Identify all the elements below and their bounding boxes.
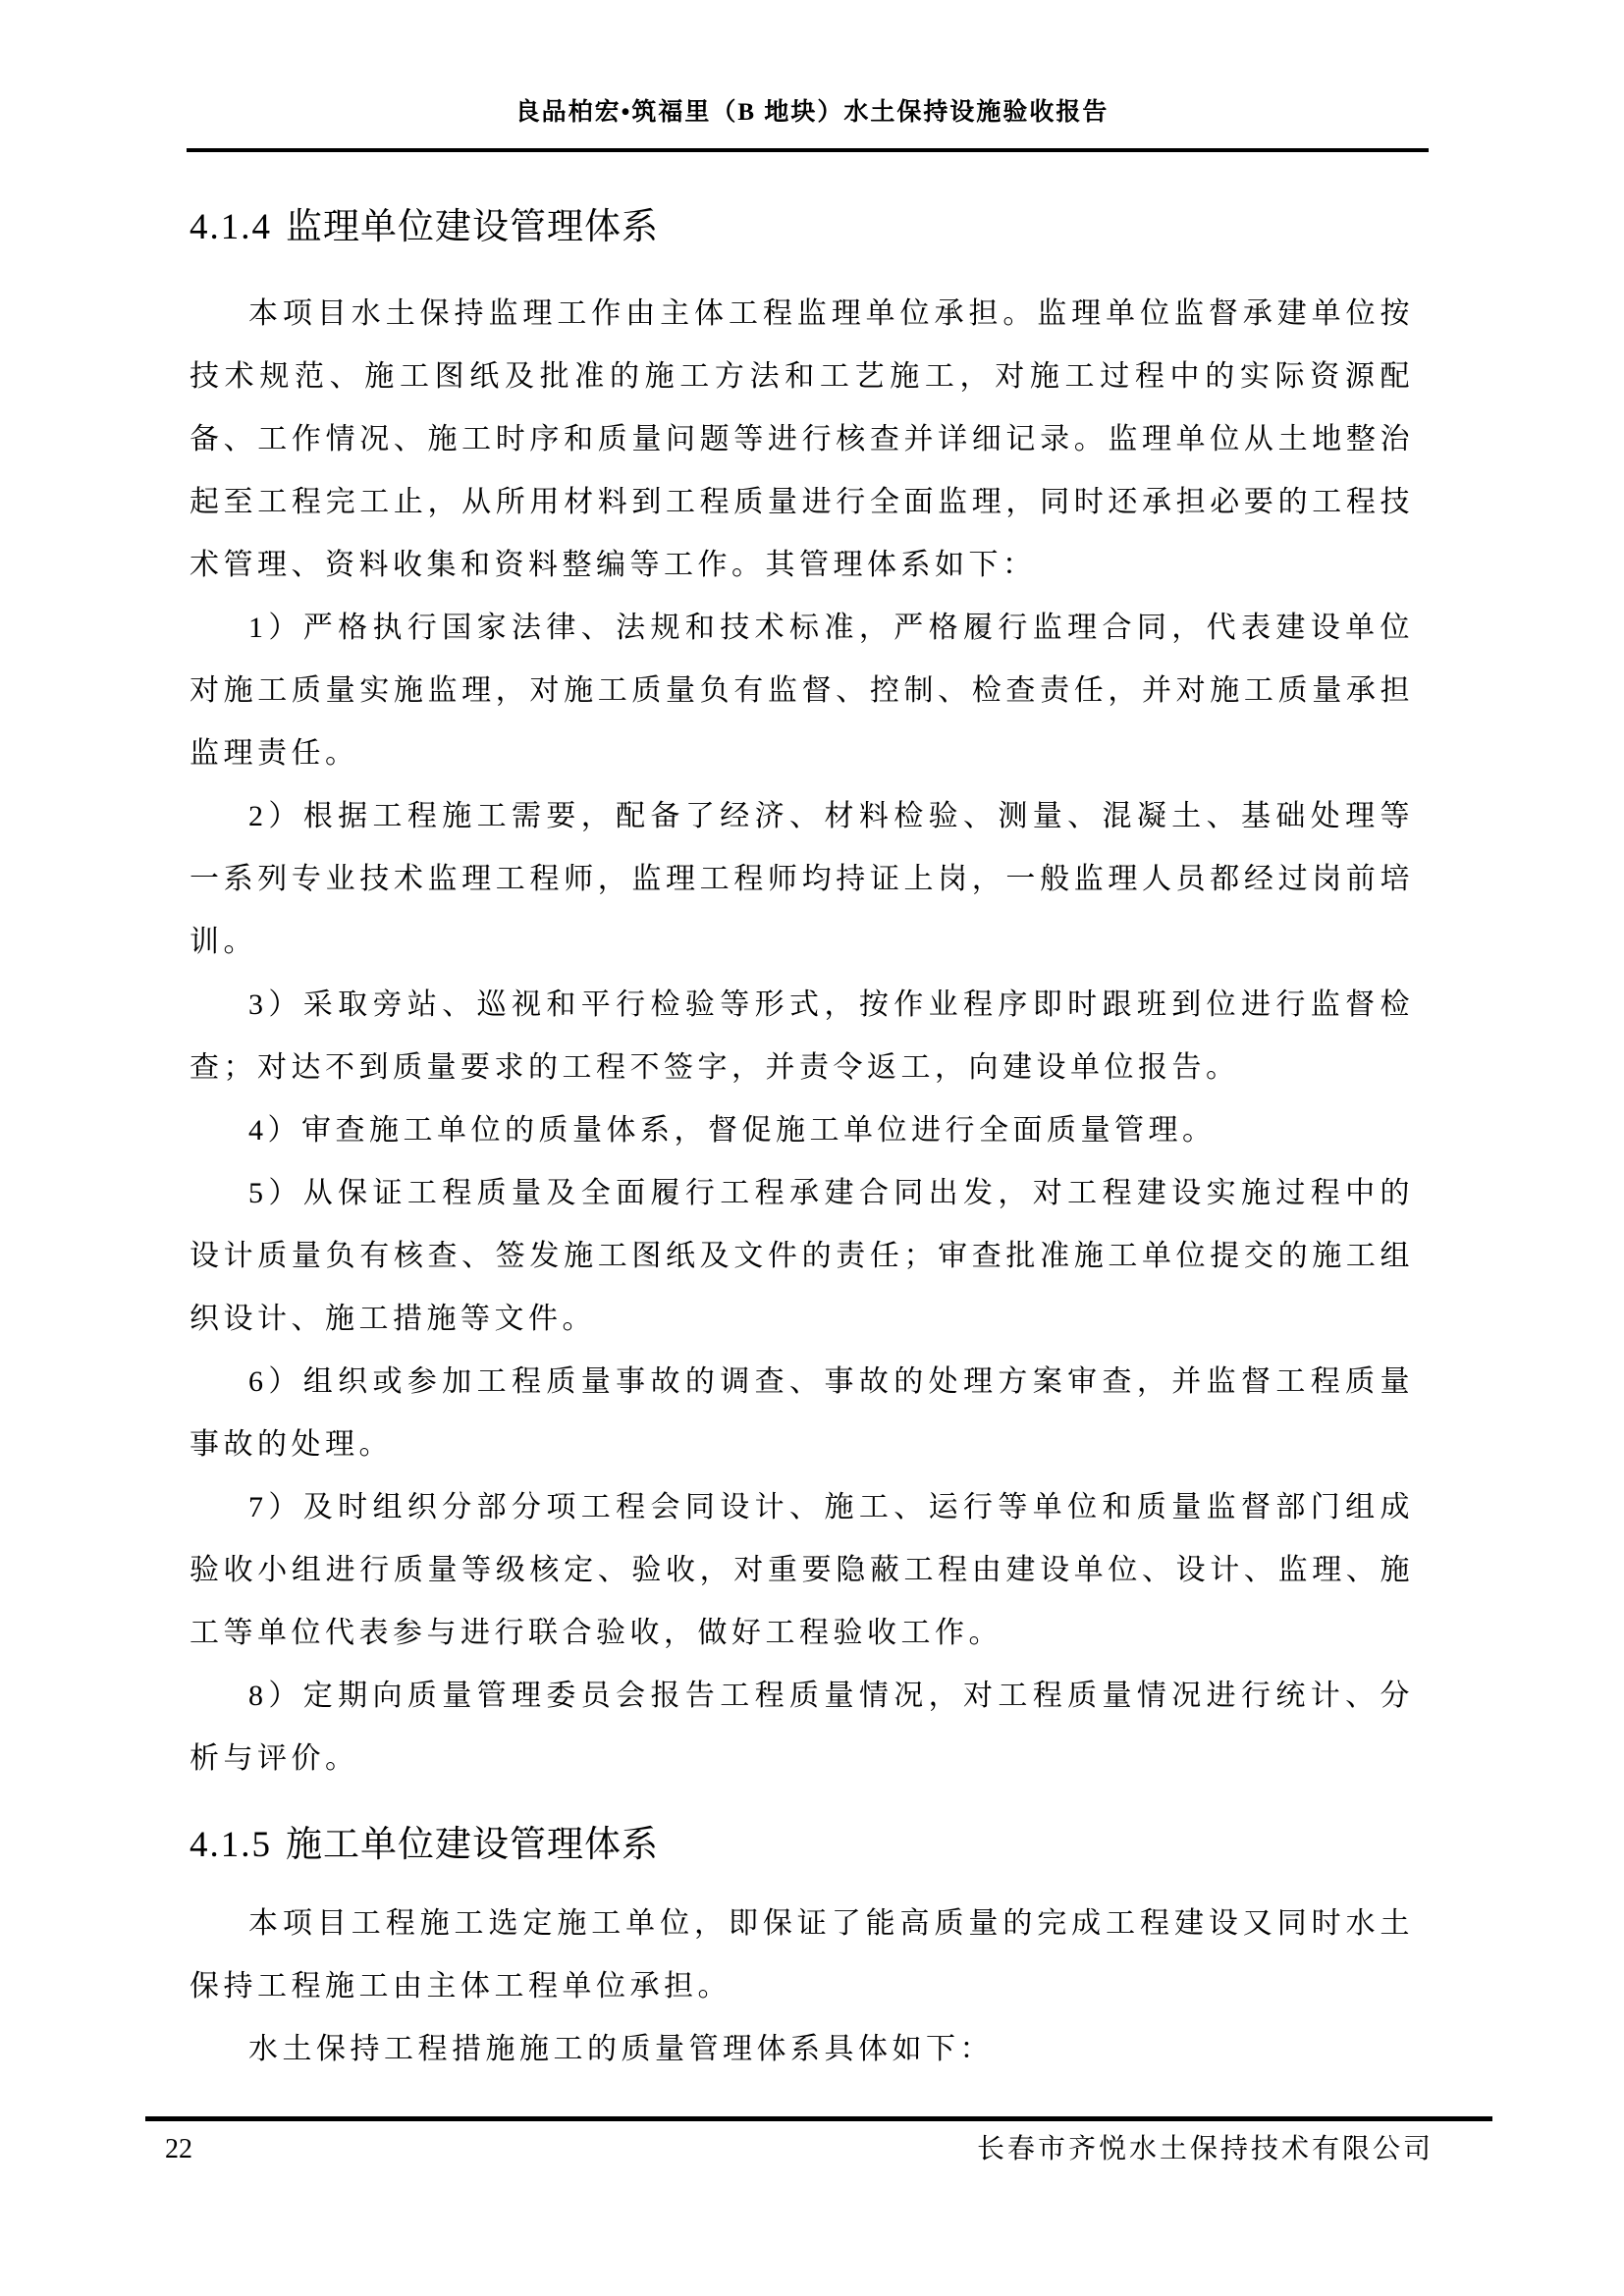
section-number: 4.1.4 [189, 207, 272, 247]
paragraph: 水土保持工程措施施工的质量管理体系具体如下： [248, 2033, 994, 2065]
paragraph: 7）及时组织分部分项工程会同设计、施工、运行等单位和质量监督部门组成验收小组进行质量等级核定、验收，对重要隐蔽工程由建设单位、设计、监理、施工等单位代表参与进行联合验收，做好工程验收工作。 [189, 1491, 1414, 1649]
header-divider [187, 148, 1429, 152]
section-title: 施工单位建设管理体系 [286, 1825, 659, 1865]
page-number: 22 [165, 2134, 192, 2164]
paragraph: 2）根据工程施工需要，配备了经济、材料检验、测量、混凝土、基础处理等一系列专业技术监理工程师，监理工程师均持证上岗，一般监理人员都经过岗前培训。 [189, 800, 1414, 958]
paragraph: 4）审查施工单位的质量体系，督促施工单位进行全面质量管理。 [248, 1114, 1217, 1147]
section-title: 监理单位建设管理体系 [286, 207, 659, 247]
paragraph: 本项目工程施工选定施工单位，即保证了能高质量的完成工程建设又同时水土保持工程施工由主体工程单位承担。 [189, 1907, 1414, 2002]
paragraph: 本项目水土保持监理工作由主体工程监理单位承担。监理单位监督承建单位按技术规范、施工图纸及批准的施工方法和工艺施工，对施工过程中的实际资源配备、工作情况、施工时序和质量问题等进行核查并详细记录。监理单位从土地整治起至工程完工止，从所用材料到工程质量进行全面监理，同时还承担必要的工程技术管理、资料收集和资料整编等工作。其管理体系如下： [189, 297, 1414, 581]
footer-company-name: 长春市齐悦水土保持技术有限公司 [976, 2134, 1434, 2164]
page-footer [165, 2130, 1434, 2169]
paragraph: 5）从保证工程质量及全面履行工程承建合同出发，对工程建设实施过程中的设计质量负有核查、签发施工图纸及文件的责任；审查批准施工单位提交的施工组织设计、施工措施等文件。 [189, 1177, 1414, 1335]
section-heading-4-1-4 [189, 202, 1414, 253]
document-body [189, 202, 1414, 2081]
paragraph: 1）严格执行国家法律、法规和技术标准，严格履行监理合同，代表建设单位对施工质量实施监理，对施工质量负有监督、控制、检查责任，并对施工质量承担监理责任。 [189, 612, 1414, 770]
paragraph: 3）采取旁站、巡视和平行检验等形式，按作业程序即时跟班到位进行监督检查；对达不到质量要求的工程不签字，并责令返工，向建设单位报告。 [189, 988, 1414, 1084]
page-header-title: 良品柏宏•筑福里（B 地块）水土保持设施验收报告 [514, 99, 1110, 126]
footer-divider [145, 2116, 1492, 2121]
section-heading-4-1-5 [189, 1820, 1414, 1871]
section-number: 4.1.5 [189, 1825, 272, 1865]
paragraph: 6）组织或参加工程质量事故的调查、事故的处理方案审查，并监督工程质量事故的处理。 [189, 1365, 1414, 1461]
paragraph: 8）定期向质量管理委员会报告工程质量情况，对工程质量情况进行统计、分析与评价。 [189, 1680, 1414, 1775]
